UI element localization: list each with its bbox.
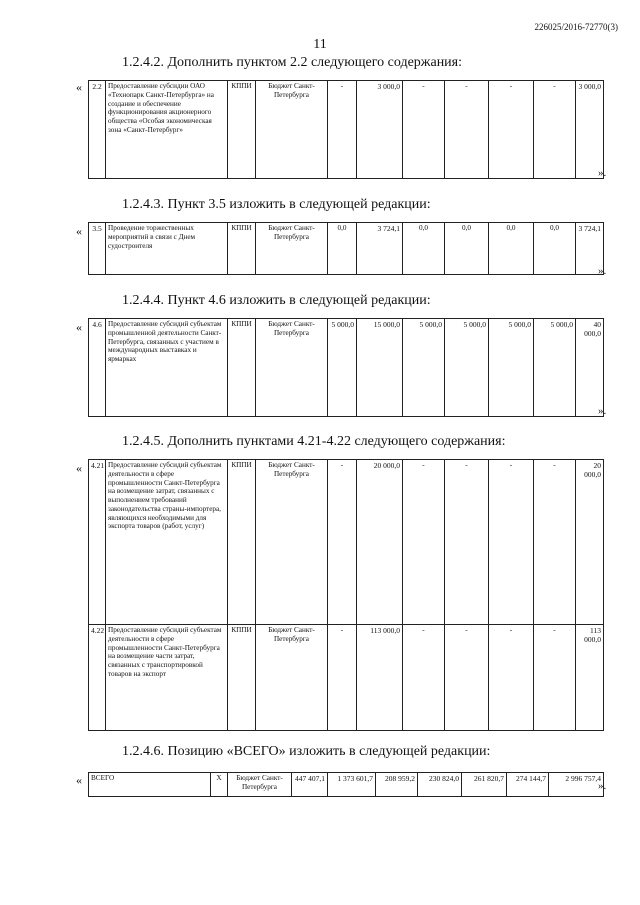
row-source: Бюджет Санкт-Петербурга — [228, 773, 292, 797]
row-value: 0,0 — [445, 223, 489, 275]
row-name: Предоставление субсидии ОАО «Технопарк Санкт-Петербурга» на создание и обеспечение функционирования акционерного общества «Особая экономическая зона «Санкт-Петербург» — [106, 81, 228, 179]
table-item-2-2 — [88, 80, 607, 179]
row-name: Проведение торжественных мероприятий в связи с Днем судостроителя — [106, 223, 228, 275]
row-executor: X — [211, 773, 228, 797]
close-quote: ». — [598, 780, 607, 792]
table-item-3-5 — [88, 222, 607, 277]
row-executor: КППИ — [228, 81, 256, 179]
section-heading-total: 1.2.4.6. Позицию «ВСЕГО» изложить в следующей редакции: — [122, 744, 491, 759]
section-heading-3-5: 1.2.4.3. Пункт 3.5 изложить в следующей редакции: — [122, 197, 431, 212]
row-number: 2.2 — [89, 81, 106, 179]
row-value: - — [328, 81, 357, 179]
row-value: - — [328, 625, 357, 731]
row-value: - — [489, 625, 534, 731]
row-value: - — [445, 81, 489, 179]
row-name: Предоставление субсидий субъектам деятельности в сфере промышленности Санкт-Петербурга на возмещение части затрат, связанных с транспортировкой товаров на экспорт — [106, 625, 228, 731]
row-executor: КППИ — [228, 625, 256, 731]
row-source: Бюджет Санкт-Петербурга — [256, 223, 328, 275]
row-value: 20 000,0 — [357, 460, 403, 625]
section-heading-4-6: 1.2.4.4. Пункт 4.6 изложить в следующей редакции: — [122, 293, 431, 308]
row-value: - — [403, 460, 445, 625]
row-value: 20 000,0 — [576, 460, 604, 625]
open-quote: « — [76, 80, 82, 94]
row-executor: КППИ — [228, 223, 256, 275]
row-value: - — [534, 81, 576, 179]
open-quote: « — [76, 320, 82, 334]
row-value: 40 000,0 — [576, 319, 604, 417]
row-value: 230 824,0 — [418, 773, 462, 797]
close-quote: ». — [598, 167, 607, 179]
row-value: - — [403, 81, 445, 179]
row-value: 5 000,0 — [403, 319, 445, 417]
row-value: 274 144,7 — [507, 773, 549, 797]
row-value: 5 000,0 — [328, 319, 357, 417]
page-number: 11 — [313, 37, 327, 52]
row-name: Предоставление субсидий субъектам промышленной деятельности Санкт-Петербурга, связанных с участием в международных выставках и ярмарках — [106, 319, 228, 417]
table-row — [89, 319, 604, 417]
row-value: 15 000,0 — [357, 319, 403, 417]
row-name: Предоставление субсидий субъектам деятельности в сфере промышленности Санкт-Петербурга на возмещение затрат, связанных с выполнением требований законодательства страны-импортера, являющихся необходимыми для экспорта товаров (работ, услуг) — [106, 460, 228, 625]
table-item-4-6 — [88, 318, 607, 417]
row-executor: КППИ — [228, 319, 256, 417]
document-number: 226025/2016-72770(3) — [534, 22, 618, 32]
row-value: 3 000,0 — [576, 81, 604, 179]
row-value: 1 373 601,7 — [328, 773, 376, 797]
row-value: 113 000,0 — [357, 625, 403, 731]
row-value: - — [534, 460, 576, 625]
row-source: Бюджет Санкт-Петербурга — [256, 625, 328, 731]
row-source: Бюджет Санкт-Петербурга — [256, 460, 328, 625]
table-row — [89, 773, 604, 797]
table-row — [89, 625, 604, 731]
row-value: 3 724,1 — [357, 223, 403, 275]
row-value: 0,0 — [328, 223, 357, 275]
row-value: 2 996 757,4 — [549, 773, 604, 797]
open-quote: « — [76, 461, 82, 475]
table-row — [89, 81, 604, 179]
table-total — [88, 772, 607, 797]
row-value: 0,0 — [534, 223, 576, 275]
open-quote: « — [76, 224, 82, 238]
row-value: - — [445, 460, 489, 625]
row-value: - — [445, 625, 489, 731]
row-value: 0,0 — [489, 223, 534, 275]
row-value: 5 000,0 — [534, 319, 576, 417]
row-name: ВСЕГО — [89, 773, 211, 797]
table-items-4-21-4-22 — [88, 459, 604, 731]
row-number: 4.6 — [89, 319, 106, 417]
row-value: 208 959,2 — [376, 773, 418, 797]
open-quote: « — [76, 773, 82, 787]
row-value: - — [534, 625, 576, 731]
table-row — [89, 223, 604, 275]
row-number: 4.21 — [89, 460, 106, 625]
row-value: - — [489, 460, 534, 625]
table-row — [89, 460, 604, 625]
row-source: Бюджет Санкт-Петербурга — [256, 319, 328, 417]
row-executor: КППИ — [228, 460, 256, 625]
section-heading-4-21-4-22: 1.2.4.5. Дополнить пунктами 4.21-4.22 следующего содержания: — [122, 434, 506, 449]
row-value: - — [328, 460, 357, 625]
row-value: 3 724,1 — [576, 223, 604, 275]
row-value: 0,0 — [403, 223, 445, 275]
row-value: 3 000,0 — [357, 81, 403, 179]
row-number: 4.22 — [89, 625, 106, 731]
section-heading-2-2: 1.2.4.2. Дополнить пунктом 2.2 следующего содержания: — [122, 55, 463, 70]
row-value: - — [489, 81, 534, 179]
row-value: 113 000,0 — [576, 625, 604, 731]
close-quote: ». — [598, 265, 607, 277]
row-value: 447 407,1 — [292, 773, 328, 797]
row-value: 261 820,7 — [462, 773, 507, 797]
row-value: 5 000,0 — [445, 319, 489, 417]
row-source: Бюджет Санкт-Петербурга — [256, 81, 328, 179]
row-value: 5 000,0 — [489, 319, 534, 417]
row-value: - — [403, 625, 445, 731]
close-quote: ». — [598, 405, 607, 417]
row-number: 3.5 — [89, 223, 106, 275]
